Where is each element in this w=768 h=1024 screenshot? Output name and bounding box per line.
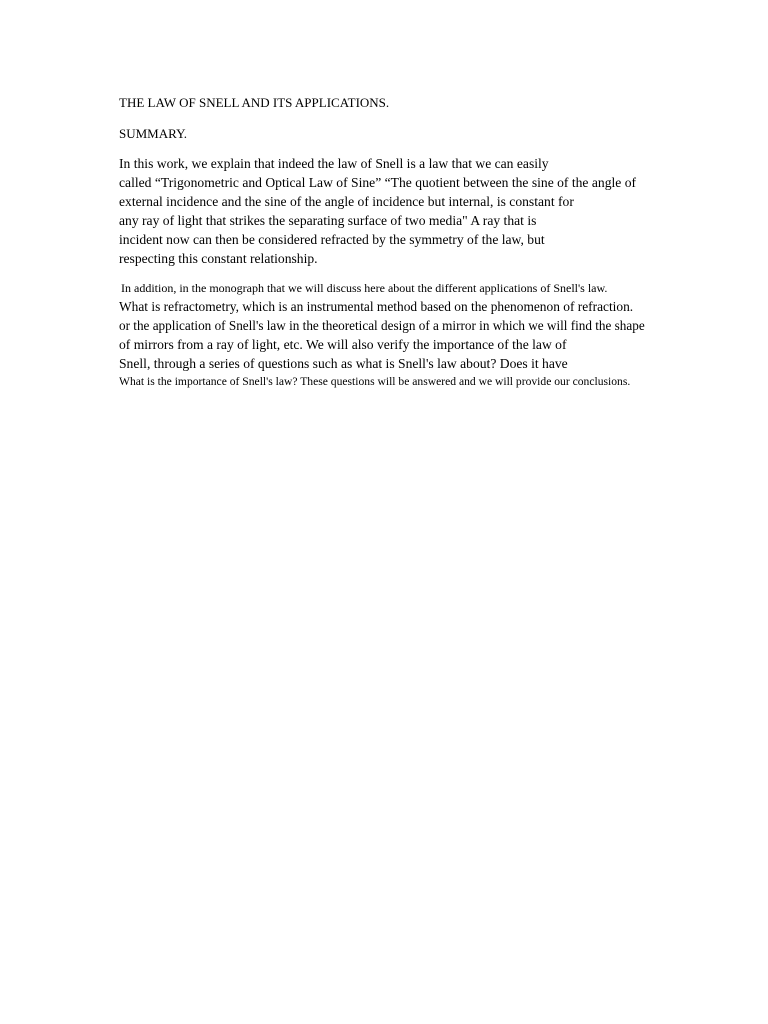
summary-heading: SUMMARY. [119, 126, 188, 141]
paragraph-line: incident now can then be considered refracted by the symmetry of the law, but [119, 232, 545, 247]
paragraph-line: What is refractometry, which is an instrumental method based on the phenomenon of refraction. [119, 299, 634, 314]
paragraph-line: In addition, in the monograph that we will discuss here about the different applications of Snell's law. [121, 281, 608, 295]
paragraph-line: or the application of Snell's law in the theoretical design of a mirror in which we will find the shape [119, 318, 645, 333]
paragraph-line: Snell, through a series of questions such as what is Snell's law about? Does it have [119, 356, 568, 371]
paragraph-line: of mirrors from a ray of light, etc. We will also verify the importance of the law of [119, 337, 567, 352]
paragraph-line: called “Trigonometric and Optical Law of Sine” “The quotient between the sine of the angle of [119, 175, 637, 190]
paragraph-line: any ray of light that strikes the separating surface of two media" A ray that is [119, 213, 537, 228]
paragraph-line: In this work, we explain that indeed the law of Snell is a law that we can easily [119, 156, 549, 171]
paragraph-line: respecting this constant relationship. [119, 251, 318, 266]
paragraph-line: external incidence and the sine of the angle of incidence but internal, is constant for [119, 194, 574, 209]
document-title: THE LAW OF SNELL AND ITS APPLICATIONS. [119, 95, 390, 110]
paragraph-line: What is the importance of Snell's law? These questions will be answered and we will provide our conclusions. [119, 375, 631, 388]
